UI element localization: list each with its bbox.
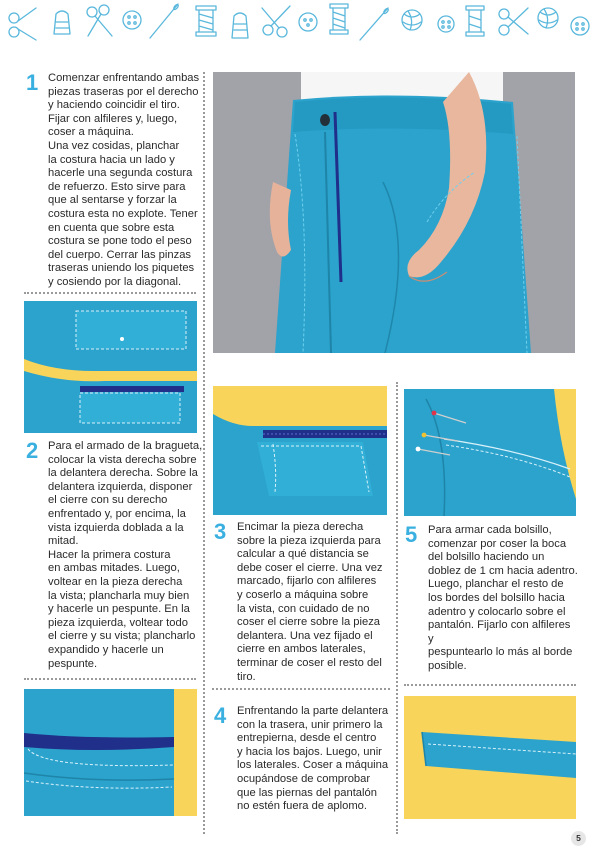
thimble-icon bbox=[232, 13, 248, 38]
column-divider-right bbox=[396, 382, 398, 834]
scissors-icon bbox=[9, 8, 36, 40]
step-number: 5 bbox=[405, 522, 418, 547]
step-number: 1 bbox=[26, 70, 39, 95]
step-text: Para armar cada bolsillo, comenzar por coser la boca del bolsillo haciendo un doblez de 1 cm hacia adentro. Luego, planchar el resto de los bordes del bolsillo hacia adentro y colocarlo sobre el pantalón. Fijarlo con alfileres y pespuntearlo lo más al borde posible. bbox=[428, 524, 578, 672]
thread-ball-icon bbox=[402, 10, 422, 30]
spool-icon bbox=[196, 6, 216, 36]
trousers-model-photo bbox=[213, 72, 575, 353]
step-text: Comenzar enfrentando ambas piezas traseras por el derecho y haciendo coincidir el tiro. Fijar con alfileres y, luego, coser a máquina. Una vez cosidas, planchar la costura hacia un lado y hacerle una segunda costura de refuerzo. Esto sirve para que al sentarse y forzar la costura esta no explote. Tener en cuenta que sobre esta costura se pone todo el peso del cuerpo. Cerrar las pinzas traseras uniendo los piquetes y cosiendo por la diagonal. bbox=[48, 72, 200, 288]
pocket-strip-photo bbox=[404, 696, 576, 819]
scissors-icon bbox=[499, 8, 528, 35]
page-number: 5 bbox=[571, 831, 586, 846]
step-number: 3 bbox=[214, 519, 227, 544]
stitched-seam-photo bbox=[24, 689, 197, 816]
spool-icon bbox=[466, 6, 484, 36]
pocket-pinned-photo bbox=[404, 389, 576, 516]
button-icon bbox=[123, 11, 141, 29]
needle-icon bbox=[150, 4, 179, 38]
step-number: 2 bbox=[26, 438, 39, 463]
button-icon bbox=[438, 16, 454, 32]
scissors-icon bbox=[262, 6, 290, 37]
button-icon bbox=[299, 13, 317, 31]
sewing-pattern-header bbox=[0, 0, 600, 42]
zipper-fly-photo bbox=[213, 386, 387, 515]
scissors-icon bbox=[87, 5, 112, 36]
button-icon bbox=[571, 17, 589, 35]
step-text: Para el armado de la bragueta, colocar la vista derecha sobre la delantera derecha. Sobre la delantera izquierda, disponer el cierre con su derecho enfrentado y, por encima, la vista izquierda doblada a la mitad. Hacer la primera costura en ambas mitades. Luego, voltear en la pieza derecha la vista; plancharla muy bien y hacerle un pespunte. En la pieza izquierda, voltear todo el cierre y su vista; plancharlo expandido y hacerle un pespunte. bbox=[48, 440, 203, 670]
row-divider bbox=[212, 688, 390, 690]
step-text: Encimar la pieza derecha sobre la pieza izquierda para calcular a qué distancia se debe coser el cierre. Una vez marcado, fijarlo con alfileres y coserlo a máquina sobre la vista, con cuidado de no coser el cierre sobre la pieza delantera. Una vez fijado el cierre en ambos laterales, terminar de coser el resto del tiro. bbox=[237, 521, 383, 683]
fly-facing-photo bbox=[24, 301, 197, 433]
step-text: Enfrentando la parte delantera con la trasera, unir primero la entrepierna, desde el centro y hacia los bajos. Luego, unir los laterales. Coser a máquina ocupándose de comprobar que las piernas del pantalón no estén fuera de aplomo. bbox=[237, 705, 389, 813]
step-number: 4 bbox=[214, 703, 227, 728]
row-divider bbox=[24, 678, 196, 680]
spool-icon bbox=[330, 4, 348, 34]
thimble-icon bbox=[54, 11, 70, 34]
row-divider bbox=[404, 684, 576, 686]
needle-icon bbox=[360, 8, 389, 40]
thread-ball-icon bbox=[538, 8, 558, 28]
row-divider bbox=[24, 292, 196, 294]
